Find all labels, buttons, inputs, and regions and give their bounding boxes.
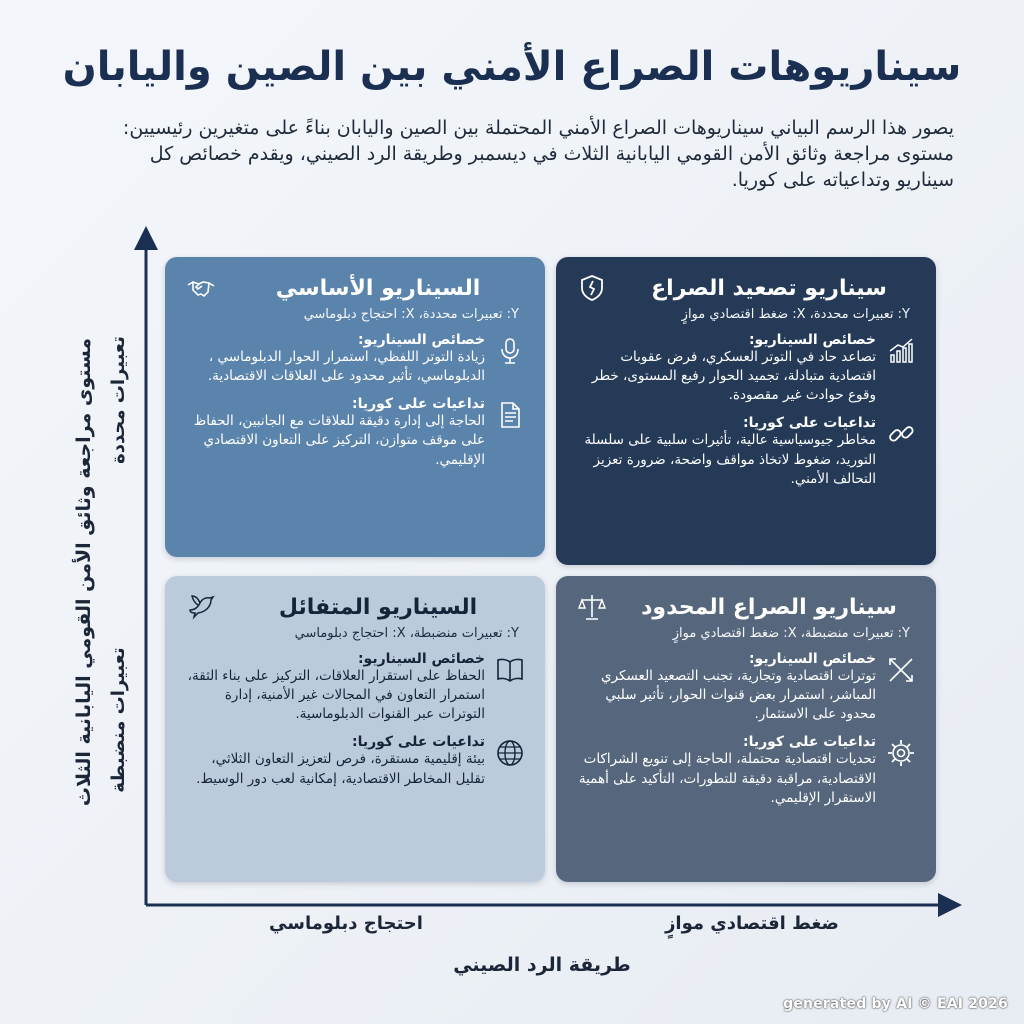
characteristics-label: خصائص السيناريو: [748,332,876,348]
intro-paragraph: يصور هذا الرسم البياني سيناريوهات الصراع الأمني المحتملة بين الصين واليابان بناءً على متغيرين رئيسيين: مستوى مراجعة وثائق الأمن القومي اليابانية الثلاث في ديسمبر وطريقة الرد الصيني، ويقدم خصائص كل سيناريو وتداعياته على كوريا. [122,117,954,191]
x-axis-arrow [938,893,962,917]
crossing-arrows-icon [884,653,918,687]
handshake-icon [183,273,219,303]
korea-impact-text: الحاجة إلى إدارة دقيقة للعلاقات مع الجانبين، الحفاظ على موقف متوازن، التركيز على التعاون الاقتصادي الإقليمي. [193,413,485,468]
document-icon [493,398,527,432]
quadrant-title: السيناريو الأساسي [275,275,481,301]
quadrant-title: السيناريو المتفائل [278,594,478,620]
characteristics-text: توترات اقتصادية وتجارية، تجنب التصعيد العسكري المباشر، استمرار بعض قنوات الحوار، تأثير سلبي محدود على الاستثمار. [601,668,876,723]
quadrant-title: سيناريو تصعيد الصراع [651,275,887,301]
quadrant-title: سيناريو الصراع المحدود [641,594,897,620]
watermark: generated by AI © EAI 2026 [783,996,1008,1012]
korea-impact-text: مخاطر جيوسياسية عالية، تأثيرات سلبية على سلسلة التوريد، ضغوط لاتخاذ مواقف واضحة، ضرورة تعزيز التحالف الأمني. [584,432,876,487]
quadrant-limited [556,576,936,882]
characteristics-label: خصائص السيناريو: [357,651,485,667]
dove-icon [183,592,219,622]
y-axis-label-top: تعبيرات محددة [108,336,129,464]
quadrant-optimistic [165,576,545,882]
quadrant-axes-note: Y: تعبيرات محددة، X: ضغط اقتصادي موازٍ [681,307,910,322]
korea-impact-label: تداعيات على كوريا: [351,734,485,751]
globe-icon [493,736,527,770]
korea-impact-label: تداعيات على كوريا: [351,396,485,413]
scales-icon [574,592,610,622]
y-axis-label-bottom: تعبيرات منضبطة [108,647,129,793]
quadrant-axes-note: Y: تعبيرات منضبطة، X: احتجاج دبلوماسي [294,626,519,641]
microphone-icon [493,334,527,368]
korea-impact-label: تداعيات على كوريا: [742,734,876,751]
characteristics-text: زيادة التوتر اللفظي، استمرار الحوار الدبلوماسي ، الدبلوماسي، تأثير محدود على العلاقات الاقتصادية. [207,349,485,385]
chart-up-icon [884,334,918,368]
korea-impact-label: تداعيات على كوريا: [742,415,876,432]
characteristics-text: الحفاظ على استقرار العلاقات، التركيز على بناء الثقة، استمرار التعاون في المجالات غير الأمنية، إدارة التوترات عبر القنوات الدبلوماسية. [187,668,485,723]
x-axis-label-left: احتجاج دبلوماسي [269,913,423,934]
page-title: سيناريوهات الصراع الأمني بين الصين واليابان [62,44,962,90]
quadrant-base [165,257,545,557]
book-icon [493,653,527,687]
y-axis-arrow [134,226,158,250]
characteristics-label: خصائص السيناريو: [357,332,485,348]
quadrant-axes-note: Y: تعبيرات منضبطة، X: ضغط اقتصادي موازٍ [672,626,910,641]
quadrant-escalation [556,257,936,565]
broken-link-icon [884,417,918,451]
x-axis-label-right: ضغط اقتصادي موازٍ [665,913,839,934]
y-axis-title: مستوى مراجعة وثائق الأمن القومي اليابانية الثلاث [73,337,95,807]
korea-impact-text: تحديات اقتصادية محتملة، الحاجة إلى تنويع الشراكات الاقتصادية، مراقبة دقيقة للتطورات، التأكيد على أهمية الاستقرار الإقليمي. [578,751,876,806]
characteristics-label: خصائص السيناريو: [748,651,876,667]
x-axis-title: طريقة الرد الصيني [453,954,631,976]
broken-shield-icon [574,273,610,303]
characteristics-text: تصاعد حاد في التوتر العسكري، فرض عقوبات اقتصادية متبادلة، تجميد الحوار رفيع المستوى، خطر وقوع حوادث غير مقصودة. [591,349,876,404]
korea-impact-text: بيئة إقليمية مستقرة، فرص لتعزيز التعاون الثلاثي، تقليل المخاطر الاقتصادية، إمكانية لعب دور الوسيط. [196,751,485,787]
quadrant-axes-note: Y: تعبيرات محددة، X: احتجاج دبلوماسي [303,307,519,322]
gear-icon [884,736,918,770]
